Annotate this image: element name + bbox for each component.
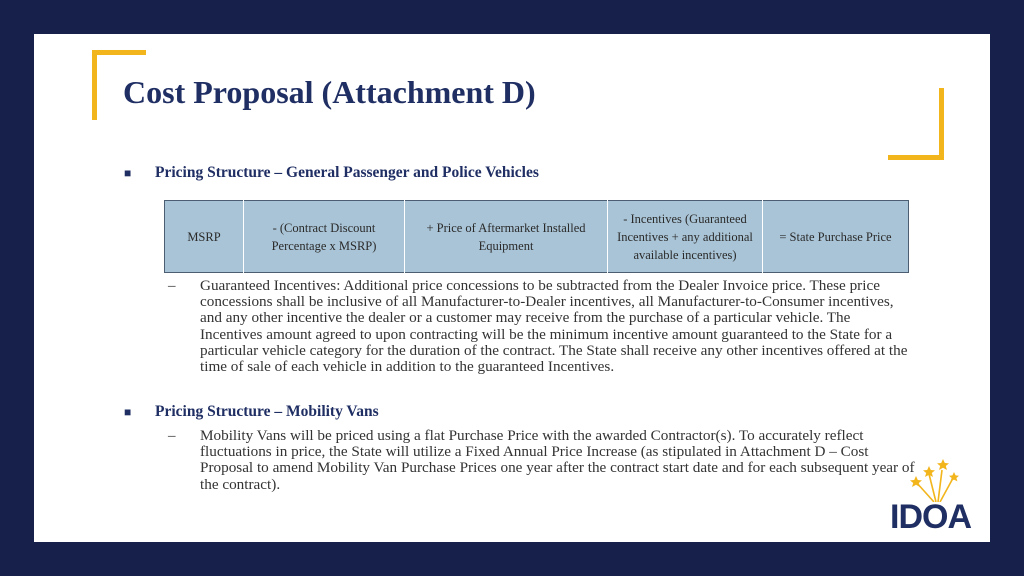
table-cell-state-price: = State Purchase Price — [779, 229, 892, 244]
stars-burst-icon — [896, 456, 966, 502]
idoa-wordmark: IDOA — [890, 498, 971, 536]
mobility-vans-text: Mobility Vans will be priced using a flat Purchase Price with the awarded Contractor(s). To accurately reflect fluctuations in price, the State will utilize a Fixed Annual Price Increase (as stipulated in Attachment D – Cost Proposal to amend Mobility Van Purchase Prices one year after the contract start date and for each subsequent year of the contract). — [200, 427, 915, 493]
bullet-pricing-general — [124, 164, 539, 182]
square-bullet-icon: ■ — [124, 405, 132, 419]
pricing-formula-table — [164, 200, 909, 273]
page-title: Cost Proposal (Attachment D) — [123, 74, 536, 110]
table-cell-discount: - (Contract Discount Percentage x MSRP) — [244, 201, 405, 273]
corner-accent-bottom-right — [888, 88, 944, 160]
idoa-logo — [886, 456, 982, 538]
dash-bullet-icon: – — [168, 428, 176, 444]
table-row — [165, 201, 909, 273]
bullet-pricing-mobility — [124, 403, 379, 421]
guaranteed-incentives-text: Guaranteed Incentives: Additional price concessions to be subtracted from the Dealer Invoice price. These price concessions shall be inclusive of all Manufacturer-to-Dealer incentives, all Manufacturer-to-Consumer incentives, and any other incentive the dealer or a customer may receive from the purchase of a particular vehicle. The Incentives amount agreed to upon contracting will be the minimum incentive amount guaranteed to the State for a particular vehicle category for the duration of the contract. The State shall receive any other incentives offered at the time of sale of each vehicle in addition to the guaranteed Incentives. — [200, 277, 908, 376]
table-cell-aftermarket: + Price of Aftermarket Installed Equipment — [405, 201, 608, 273]
sub-bullet-mobility-vans — [168, 428, 916, 493]
table-cell-incentives: - Incentives (Guaranteed Incentives + any additional available incentives) — [608, 201, 763, 273]
dash-bullet-icon: – — [168, 278, 176, 294]
table-cell-msrp: MSRP — [165, 201, 244, 273]
square-bullet-icon: ■ — [124, 166, 132, 180]
bullet-label-mobility: Pricing Structure – Mobility Vans — [155, 403, 379, 420]
bullet-label-general: Pricing Structure – General Passenger and Police Vehicles — [155, 164, 539, 181]
sub-bullet-guaranteed-incentives — [168, 278, 916, 375]
